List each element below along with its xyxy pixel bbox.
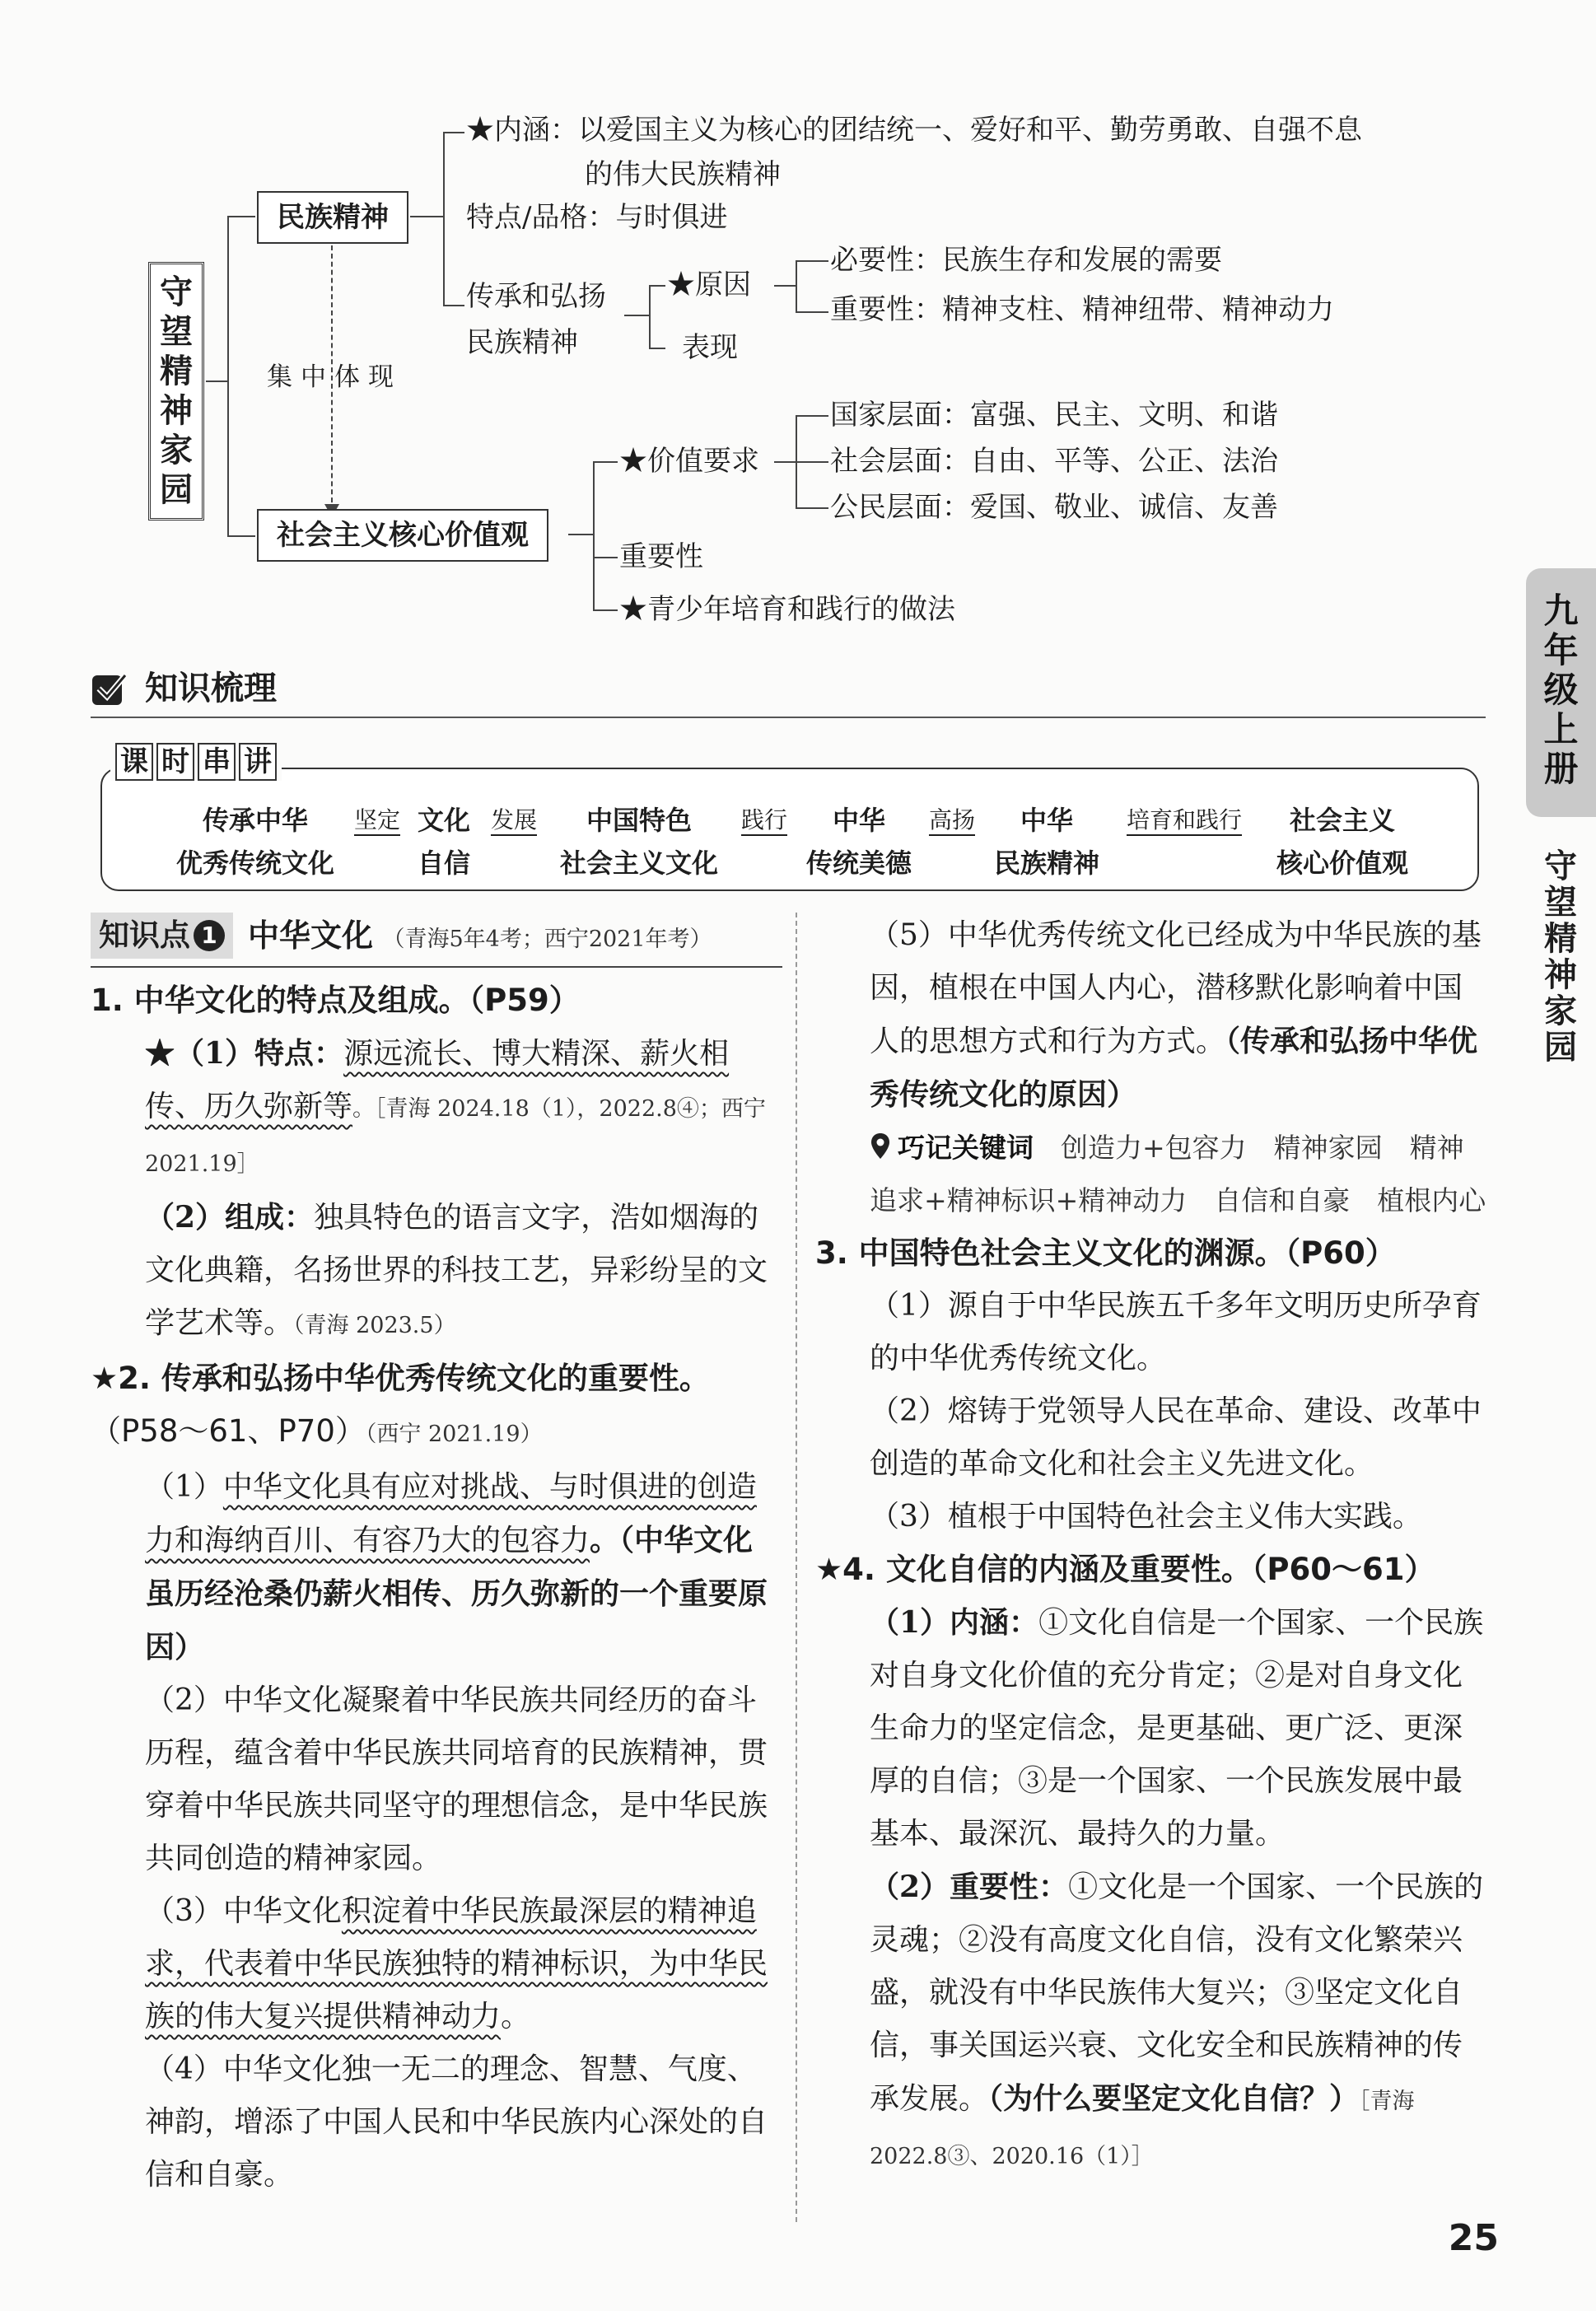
connector	[410, 216, 443, 217]
tedian: 特点/品格：与时俱进	[466, 201, 728, 234]
q4a-text: ①文化自信是一个国家、一个民族对自身文化价值的充分肯定；②是对自身文化生命力的坚定信念，是更基础、更广泛、更深厚的自信；③是一个国家、一个民族发展中最基本、最深沉、最持久的力量。	[870, 1606, 1484, 1851]
chain-node-line: 传统美德	[805, 847, 912, 879]
keyword-label: 巧记关键词	[898, 1132, 1034, 1164]
connector	[796, 311, 828, 313]
q2-source: （西宁 2021.19）	[365, 1422, 543, 1447]
jiazhi: ★价值要求	[619, 445, 759, 478]
root-char: 神	[160, 392, 193, 430]
chain-node-line: 民族精神	[993, 847, 1099, 879]
q2b-text: （2）中华文化凝聚着中华民族共同经历的奋斗历程，蕴含着中华民族共同培育的民族精神，贯穿着中华民族共同坚守的理想信念，是中华民族共同创造的精神家园。	[145, 1683, 768, 1875]
q4b-note: （为什么要坚定文化自信？）	[988, 2081, 1360, 2116]
connector	[796, 507, 828, 509]
q3b-text: （2）熔铸于党领导人民在革命、建设、改革中创造的革命文化和社会主义先进文化。	[870, 1394, 1482, 1481]
root-char: 精	[160, 352, 193, 390]
q2a-label: （1）	[145, 1470, 223, 1504]
r5-text: （5）中华优秀传统文化已经成为中华民族的基因，植根在中国人内心，潜移默化影响着中国人的思想方式和行为方式。	[870, 918, 1482, 1058]
tag-char: 串	[198, 743, 236, 781]
connector	[649, 285, 665, 287]
connector	[796, 260, 828, 262]
chain-node	[165, 799, 346, 885]
q4b-source: ［青海 2022.8③、2020.16（1）］	[870, 2089, 1415, 2169]
q1a-text: 源远流长、博大精深、薪火相传、历久弥新等	[145, 1037, 730, 1123]
tag-char: 讲	[239, 743, 277, 781]
chain-relation: 践行	[740, 806, 787, 833]
connector	[624, 315, 649, 316]
chain-node	[1260, 799, 1425, 885]
grade-tab	[1526, 568, 1596, 817]
guojia: 国家层面：富强、民主、文明、和谐	[830, 399, 1278, 432]
connector	[227, 535, 255, 537]
connector	[649, 285, 651, 348]
kp-label: 知识点	[99, 917, 190, 953]
right-column	[815, 909, 1491, 2183]
question-3: 3. 中国特色社会主义文化的渊源。（P60）	[815, 1235, 1396, 1271]
q1b-label: （2）组成：	[145, 1200, 315, 1235]
section-header	[91, 669, 1486, 718]
biyaoxing: 必要性：民族生存和发展的需要	[830, 244, 1222, 277]
unit-char: 园	[1544, 1029, 1577, 1067]
root-char: 园	[160, 471, 193, 509]
chain-relation: 发展	[490, 806, 537, 833]
r5-note: （传承和弘扬中华优秀传统文化的原因）	[870, 1024, 1478, 1112]
root-char: 守	[160, 273, 193, 311]
keyword-text: 创造力+包容力 精神家园 精神追求+精神标识+精神动力 自信和自豪 植根内心	[870, 1132, 1486, 1216]
connector	[593, 461, 618, 463]
unit-char: 神	[1544, 956, 1577, 994]
minzu-node: 民族精神	[257, 191, 408, 244]
question-2: ★2. 传承和弘扬中华优秀传统文化的重要性。	[91, 1361, 710, 1396]
chain-node	[797, 799, 921, 885]
chain-node-line: 中华	[832, 805, 885, 836]
chuancheng-l1: 传承和弘扬	[466, 280, 606, 313]
q2d-text: （4）中华文化独一无二的理念、智慧、气度、神韵，增添了中国人民和中华民族内心深处的自信和自豪。	[145, 2052, 768, 2192]
connector	[227, 216, 255, 217]
kp-number-icon: 1	[194, 920, 225, 951]
question-4: ★4. 文化自信的内涵及重要性。（P60～61）	[815, 1552, 1435, 1587]
kp-header	[91, 913, 782, 968]
chain-node-line: 优秀传统文化	[175, 847, 334, 879]
chain-node-line: 中华	[1020, 805, 1073, 836]
q4b-label: （2）重要性：	[870, 1870, 1069, 1904]
grade-char: 级	[1543, 670, 1579, 710]
location-pin-icon	[870, 1132, 891, 1160]
unit-title	[1532, 848, 1589, 1066]
q4b-text: ①文化是一个国家、一个民族的灵魂；②没有高度文化自信，没有文化繁荣兴盛，就没有中华民族伟大复兴；③坚定文化自信，事关国运兴衰、文化安全和民族精神的传承发展。	[870, 1870, 1484, 2116]
connector	[593, 461, 595, 609]
connector	[593, 609, 618, 611]
jizhong-label: 集中体现	[267, 362, 402, 392]
unit-char: 家	[1544, 992, 1577, 1030]
chain-tag	[110, 743, 282, 781]
gongmin: 公民层面：爱国、敬业、诚信、友善	[830, 491, 1278, 524]
q1b-text: 独具特色的语言文字，浩如烟海的文化典籍，名扬世界的科技工艺，异彩纷呈的文学艺术等。	[145, 1201, 768, 1340]
question-2-pages: （P58～61、P70）	[91, 1413, 366, 1449]
page-number: 25	[1448, 2217, 1499, 2259]
unit-char: 望	[1544, 884, 1577, 922]
biaoxian: 表现	[682, 331, 738, 364]
neihan-line1: ★内涵：以爱国主义为核心的团结统一、爱好和平、勤劳勇敢、自强不息	[466, 114, 1362, 147]
grade-char: 年	[1543, 630, 1579, 670]
connector	[796, 415, 828, 417]
connector	[649, 348, 665, 349]
connector	[443, 132, 445, 305]
chain-node-line: 中国特色	[586, 805, 692, 836]
zhongyao2: 重要性	[619, 540, 703, 573]
tag-char: 课	[115, 743, 153, 781]
q3c-text: （3）植根于中国特色社会主义伟大实践。	[870, 1500, 1422, 1534]
grade-char: 上	[1543, 709, 1579, 749]
connector	[796, 461, 828, 463]
root-char: 望	[160, 313, 193, 351]
chain-node-line: 社会主义	[1289, 805, 1395, 836]
connector	[206, 380, 227, 382]
column-divider	[796, 913, 797, 2222]
q2a-note: 。（中华文化虽历经沧桑仍薪火相传、历久弥新的一个重要原因）	[145, 1523, 768, 1664]
chain-node	[985, 799, 1108, 885]
chain-node-line: 核心价值观	[1276, 847, 1408, 879]
connector	[443, 132, 464, 133]
chain-relation: 坚定	[353, 806, 400, 833]
qingshaonian: ★青少年培育和践行的做法	[619, 593, 955, 626]
q3a-text: （1）源自于中华民族五千多年文明历史所孕育的中华优秀传统文化。	[870, 1289, 1482, 1375]
unit-char: 精	[1544, 920, 1577, 958]
connector	[796, 260, 797, 311]
left-column	[91, 913, 782, 2201]
q2c-text: 积淀着中华民族最深层的精神追求，代表着中华民族独特的精神标识，为中华民族的伟大复兴提供精神动力	[145, 1894, 768, 2033]
root-node	[148, 262, 204, 521]
kp-source: （青海5年4考；西宁2021年考）	[382, 927, 712, 952]
connector	[443, 305, 464, 306]
chain-node	[547, 799, 731, 885]
hexin-node: 社会主义核心价值观	[257, 509, 548, 562]
chain-node-line: 自信	[417, 847, 470, 879]
chain-relation: 高扬	[928, 806, 975, 833]
grade-char: 九	[1543, 591, 1579, 631]
kp-title: 中华文化	[248, 917, 374, 954]
question-1: 1. 中华文化的特点及组成。（P59）	[91, 983, 580, 1018]
shehui: 社会层面：自由、平等、公正、法治	[830, 445, 1278, 478]
chain-node	[408, 799, 479, 885]
q2c-end: 。	[501, 2000, 531, 2033]
chain-node-line: 文化	[417, 805, 470, 836]
grade-char: 册	[1543, 749, 1579, 789]
chuancheng-l2: 民族精神	[466, 326, 578, 359]
tag-char: 时	[156, 743, 194, 781]
checkbox-icon	[91, 670, 128, 708]
yuanyin: ★原因	[667, 268, 751, 301]
neihan-line2: 的伟大民族精神	[585, 158, 781, 191]
chain-node-line: 社会主义文化	[559, 847, 718, 879]
zhongyaoxing: 重要性：精神支柱、精神纽带、精神动力	[830, 293, 1334, 326]
q4a-label: （1）内涵：	[870, 1605, 1039, 1640]
q2a-text: 中华文化具有应对挑战、与时俱进的创造力和海纳百川、有容乃大的包容力	[145, 1470, 757, 1557]
chain-node-line: 传承中华	[202, 805, 308, 836]
q1b-source: （青海 2023.5）	[293, 1313, 456, 1338]
connector	[774, 461, 796, 463]
q1a-source: 。［青海 2024.18（1），2022.8④；西宁2021.19］	[145, 1096, 766, 1177]
root-char: 家	[160, 432, 193, 469]
connector	[774, 285, 796, 287]
connector	[227, 216, 229, 535]
section-title: 知识梳理	[145, 670, 277, 707]
connector	[568, 534, 593, 535]
q1a-label: ★（1）特点：	[145, 1036, 344, 1071]
chain-relation: 培育和践行	[1126, 806, 1242, 833]
kp-badge	[91, 913, 233, 959]
unit-char: 守	[1544, 847, 1577, 885]
q2c-label: （3）中华文化	[145, 1894, 342, 1928]
connector	[593, 557, 618, 558]
